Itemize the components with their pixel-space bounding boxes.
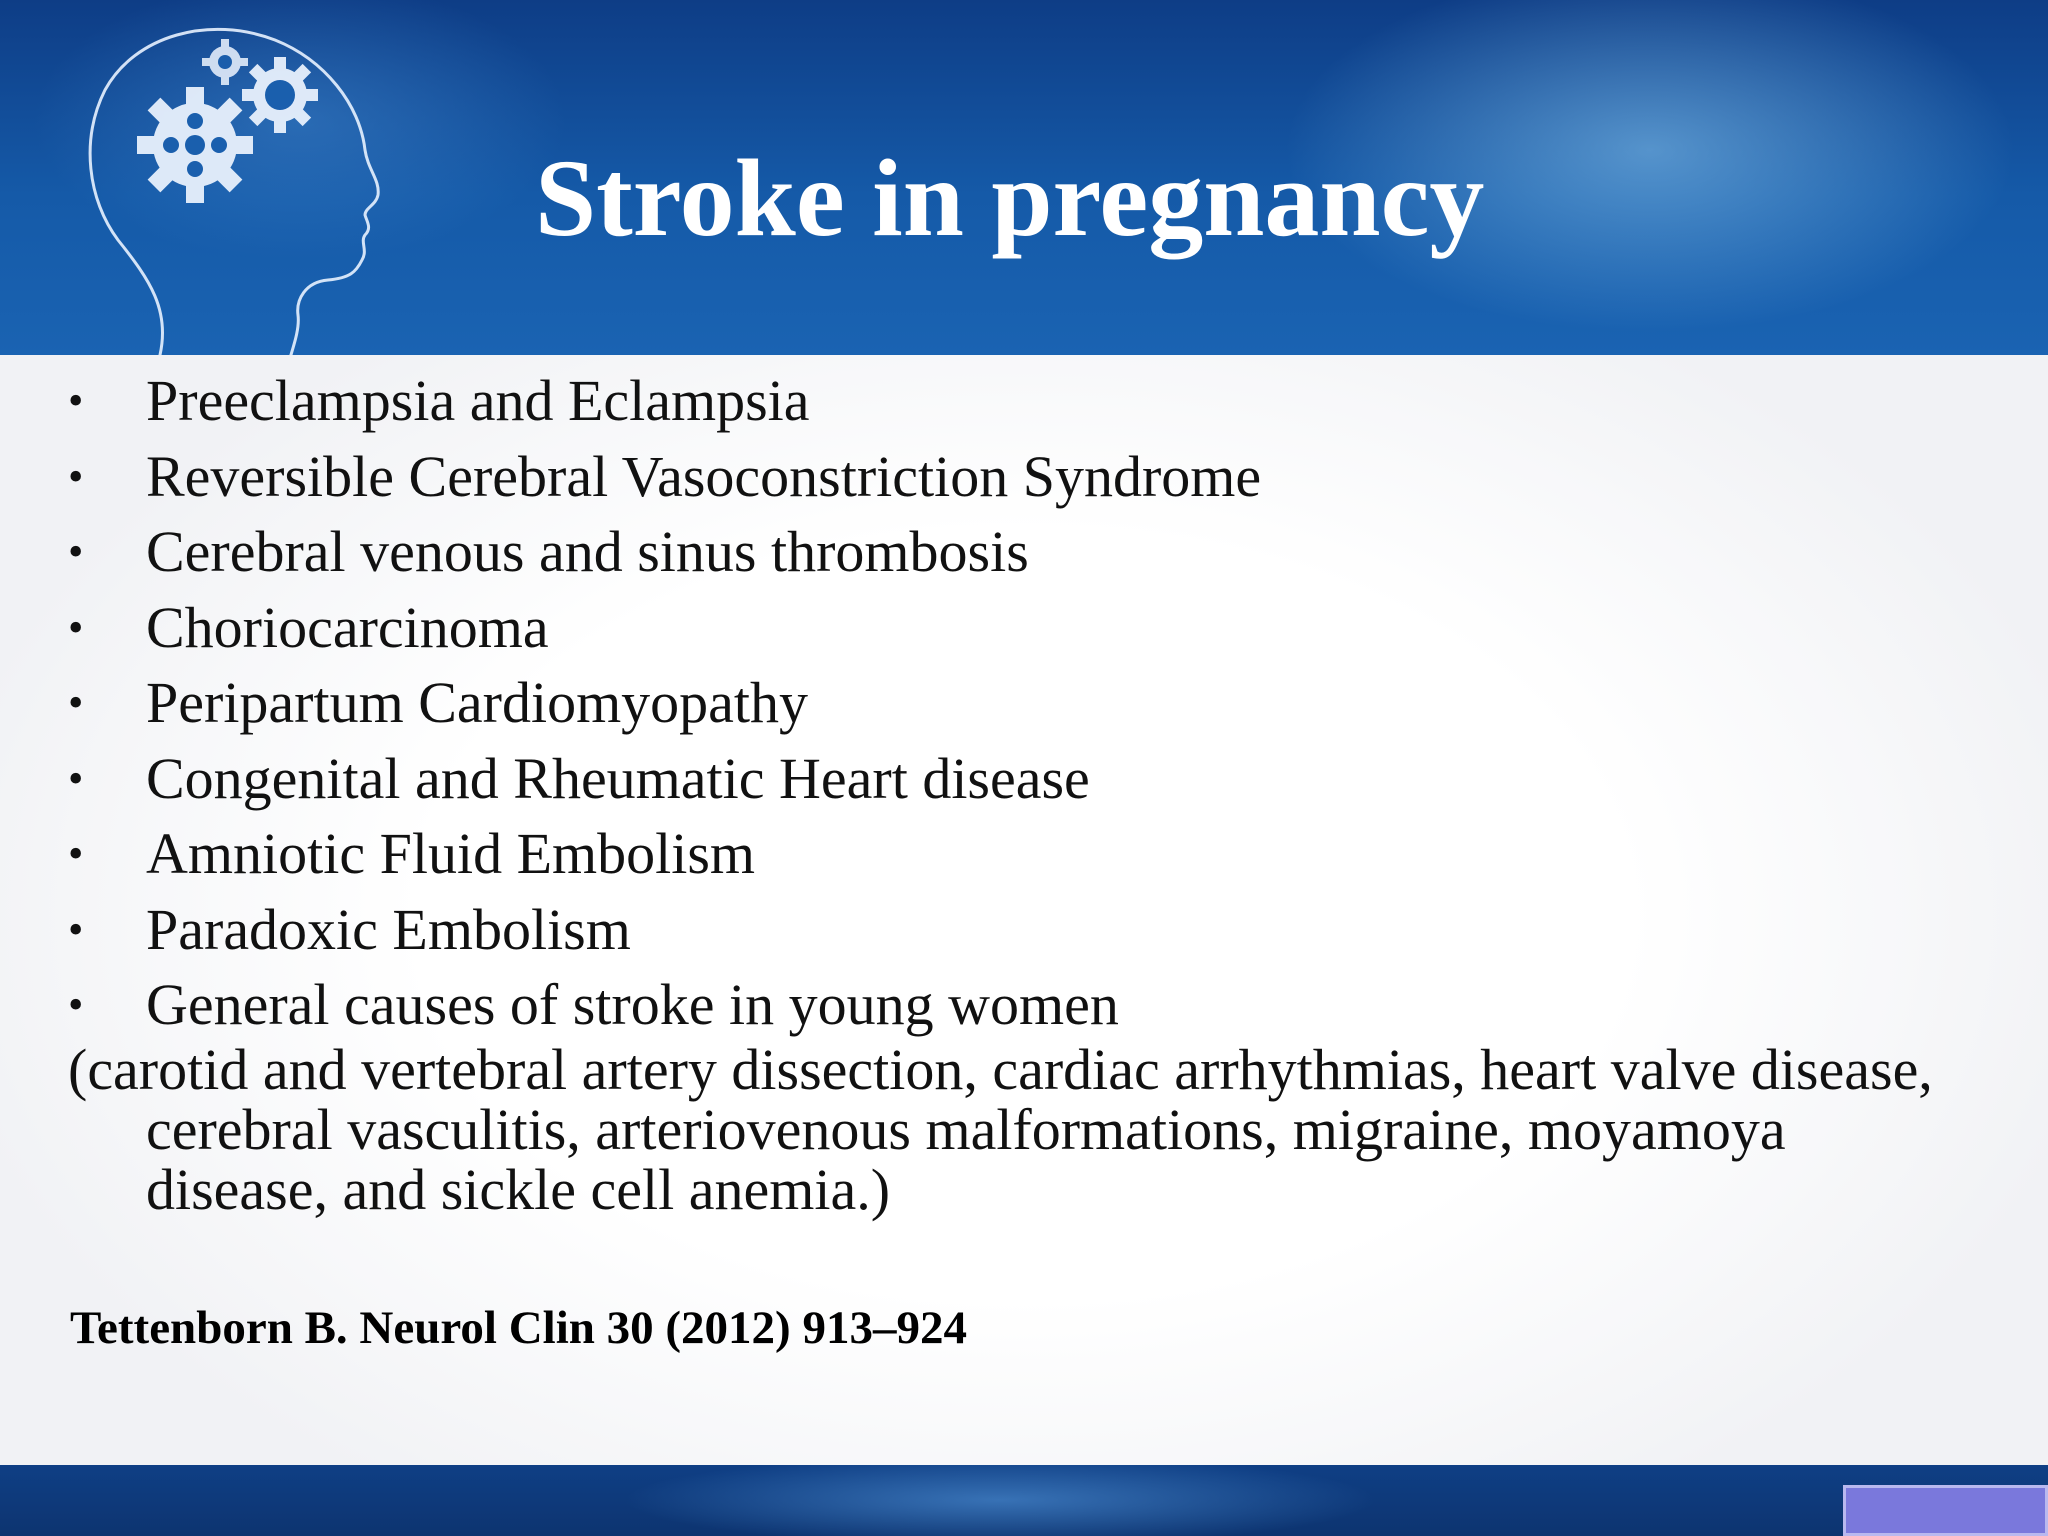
bullet-marker: • — [68, 602, 84, 652]
bullet-item — [0, 892, 2048, 968]
bullet-marker: • — [68, 527, 84, 576]
bullet-item — [0, 967, 2048, 1043]
bullet-text: Amniotic Fluid Embolism — [146, 821, 756, 886]
bullet-marker: • — [68, 678, 84, 727]
bullet-marker: • — [68, 904, 84, 954]
bullet-marker: • — [68, 980, 84, 1029]
bullet-item — [0, 363, 2048, 439]
slide-body — [0, 355, 2048, 1465]
bullet-marker: • — [68, 376, 84, 425]
causes-note: (carotid and vertebral artery dissection, cardiac arrhythmias, heart valve disease, cerebral vasculitis, arteriovenous malformations, migraine, moyamoya disease, and sickle cell anemia.) — [68, 1037, 1933, 1222]
bullet-list — [0, 363, 2048, 1043]
citation: Tettenborn B. Neurol Clin 30 (2012) 913–924 — [70, 1302, 967, 1354]
bullet-item — [0, 816, 2048, 892]
bullet-text: Preeclampsia and Eclampsia — [146, 368, 810, 433]
bullet-text: Cerebral venous and sinus thrombosis — [146, 519, 1029, 584]
bullet-item — [0, 514, 2048, 590]
bullet-text: General causes of stroke in young women — [146, 972, 1119, 1037]
bullet-text: Congenital and Rheumatic Heart disease — [146, 745, 1090, 811]
slide-header — [0, 0, 2048, 355]
bullet-text: Choriocarcinoma — [146, 594, 549, 660]
slide-title: Stroke in pregnancy — [535, 137, 1485, 259]
bullet-text: Paradoxic Embolism — [146, 896, 631, 962]
bullet-text: Reversible Cerebral Vasoconstriction Syndrome — [146, 443, 1262, 509]
bullet-marker: • — [68, 753, 84, 803]
bullet-item — [0, 665, 2048, 741]
bullet-item — [0, 590, 2048, 666]
bullet-text: Peripartum Cardiomyopathy — [146, 670, 809, 735]
bullet-item — [0, 439, 2048, 515]
bullet-item — [0, 741, 2048, 817]
slide-footer — [0, 1465, 2048, 1536]
bullet-marker: • — [68, 829, 84, 878]
bullet-marker: • — [68, 451, 84, 501]
slide-nav-button[interactable] — [1843, 1485, 2048, 1536]
